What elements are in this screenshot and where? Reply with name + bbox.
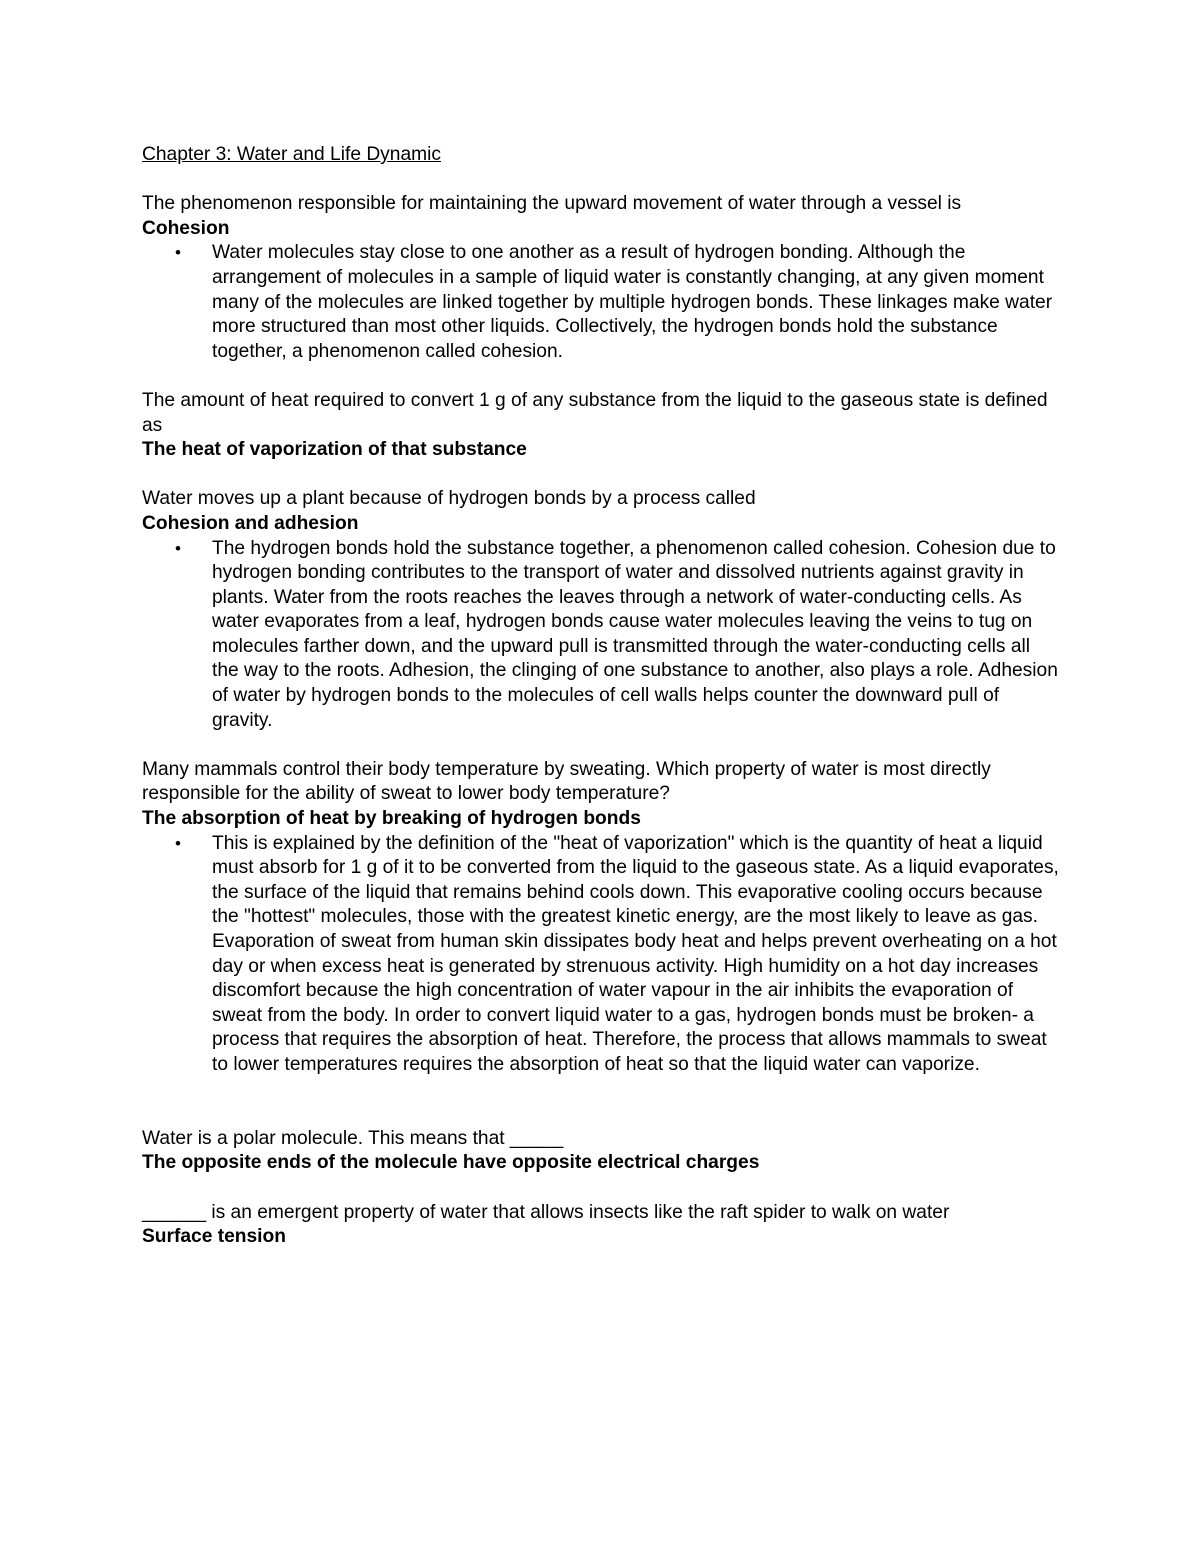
explanation-text-1: Water molecules stay close to one another as a result of hydrogen bonding. Although the arrangement of molecules in a sample of liquid water is constantly changing, at any given moment many of the molecules are linked together by multiple hydrogen bonds. These linkages make water more structured than most other liquids. Collectively, the hydrogen bonds hold the substance together, a phenomenon called cohesion. <box>212 242 1053 362</box>
question-2: The amount of heat required to convert 1 g of any substance from the liquid to the gaseous state is defined as <box>142 389 1048 436</box>
qa-section-5 <box>142 1127 1062 1176</box>
explanation-text-4: This is explained by the definition of the "heat of vaporization" which is the quantity of heat a liquid must absorb for 1 g of it to be converted from the liquid to the gaseous state. As a liquid evaporates, the surface of the liquid that remains behind cools down. This evaporative cooling occurs because the "hottest" molecules, those with the greatest kinetic energy, are the most likely to leave as gas. Evaporation of sweat from human skin dissipates body heat and helps prevent overheating on a hot day or when excess heat is generated by strenuous activity. High humidity on a hot day increases discomfort because the high concentration of water vapour in the air inhibits the evaporation of sweat from the body. In order to convert liquid water to a gas, hydrogen bonds must be broken- a process that requires the absorption of heat. Therefore, the process that allows mammals to sweat to lower temperatures requires the absorption of heat so that the liquid water can vaporize. <box>212 832 1059 1075</box>
question-4: Many mammals control their body temperature by sweating. Which property of water is most directly responsible for the ability of sweat to lower body temperature? <box>142 758 991 805</box>
question-3: Water moves up a plant because of hydrogen bonds by a process called <box>142 488 756 510</box>
bullet-icon: • <box>175 833 181 853</box>
answer-2: The heat of vaporization of that substance <box>142 439 527 461</box>
explanation-item-1 <box>142 241 1062 364</box>
question-5: Water is a polar molecule. This means that _____ <box>142 1127 564 1149</box>
answer-6: Surface tension <box>142 1226 286 1248</box>
question-6: ______ is an emergent property of water that allows insects like the raft spider to walk on water <box>142 1201 950 1223</box>
explanation-text-3: The hydrogen bonds hold the substance together, a phenomenon called cohesion. Cohesion due to hydrogen bonding contributes to the transport of water and dissolved nutrients against gravity in plants. Water from the roots reaches the leaves through a network of water-conducting cells. As water evaporates from a leaf, hydrogen bonds cause water molecules leaving the veins to tug on molecules farther down, and the upward pull is transmitted through the water-conducting cells all the way to the roots. Adhesion, the clinging of one substance to another, also plays a role. Adhesion of water by hydrogen bonds to the molecules of cell walls helps counter the downward pull of gravity. <box>212 537 1058 731</box>
explanation-list-1 <box>142 241 1062 364</box>
answer-3: Cohesion and adhesion <box>142 512 359 534</box>
bullet-icon: • <box>175 243 181 263</box>
explanation-item-3 <box>142 537 1062 734</box>
qa-section-1 <box>142 192 1062 364</box>
answer-1: Cohesion <box>142 217 230 239</box>
qa-section-2 <box>142 389 1062 463</box>
qa-section-4 <box>142 758 1062 1078</box>
document-body <box>142 143 1062 1250</box>
answer-5: The opposite ends of the molecule have opposite electrical charges <box>142 1152 760 1174</box>
explanation-list-3 <box>142 537 1062 734</box>
question-1: The phenomenon responsible for maintaining the upward movement of water through a vessel is <box>142 193 962 215</box>
explanation-item-4 <box>142 832 1062 1078</box>
answer-4: The absorption of heat by breaking of hydrogen bonds <box>142 808 641 830</box>
bullet-icon: • <box>175 538 181 558</box>
chapter-title: Chapter 3: Water and Life Dynamic <box>142 144 441 165</box>
qa-section-3 <box>142 487 1062 733</box>
explanation-list-4 <box>142 832 1062 1078</box>
qa-section-6 <box>142 1201 1062 1250</box>
